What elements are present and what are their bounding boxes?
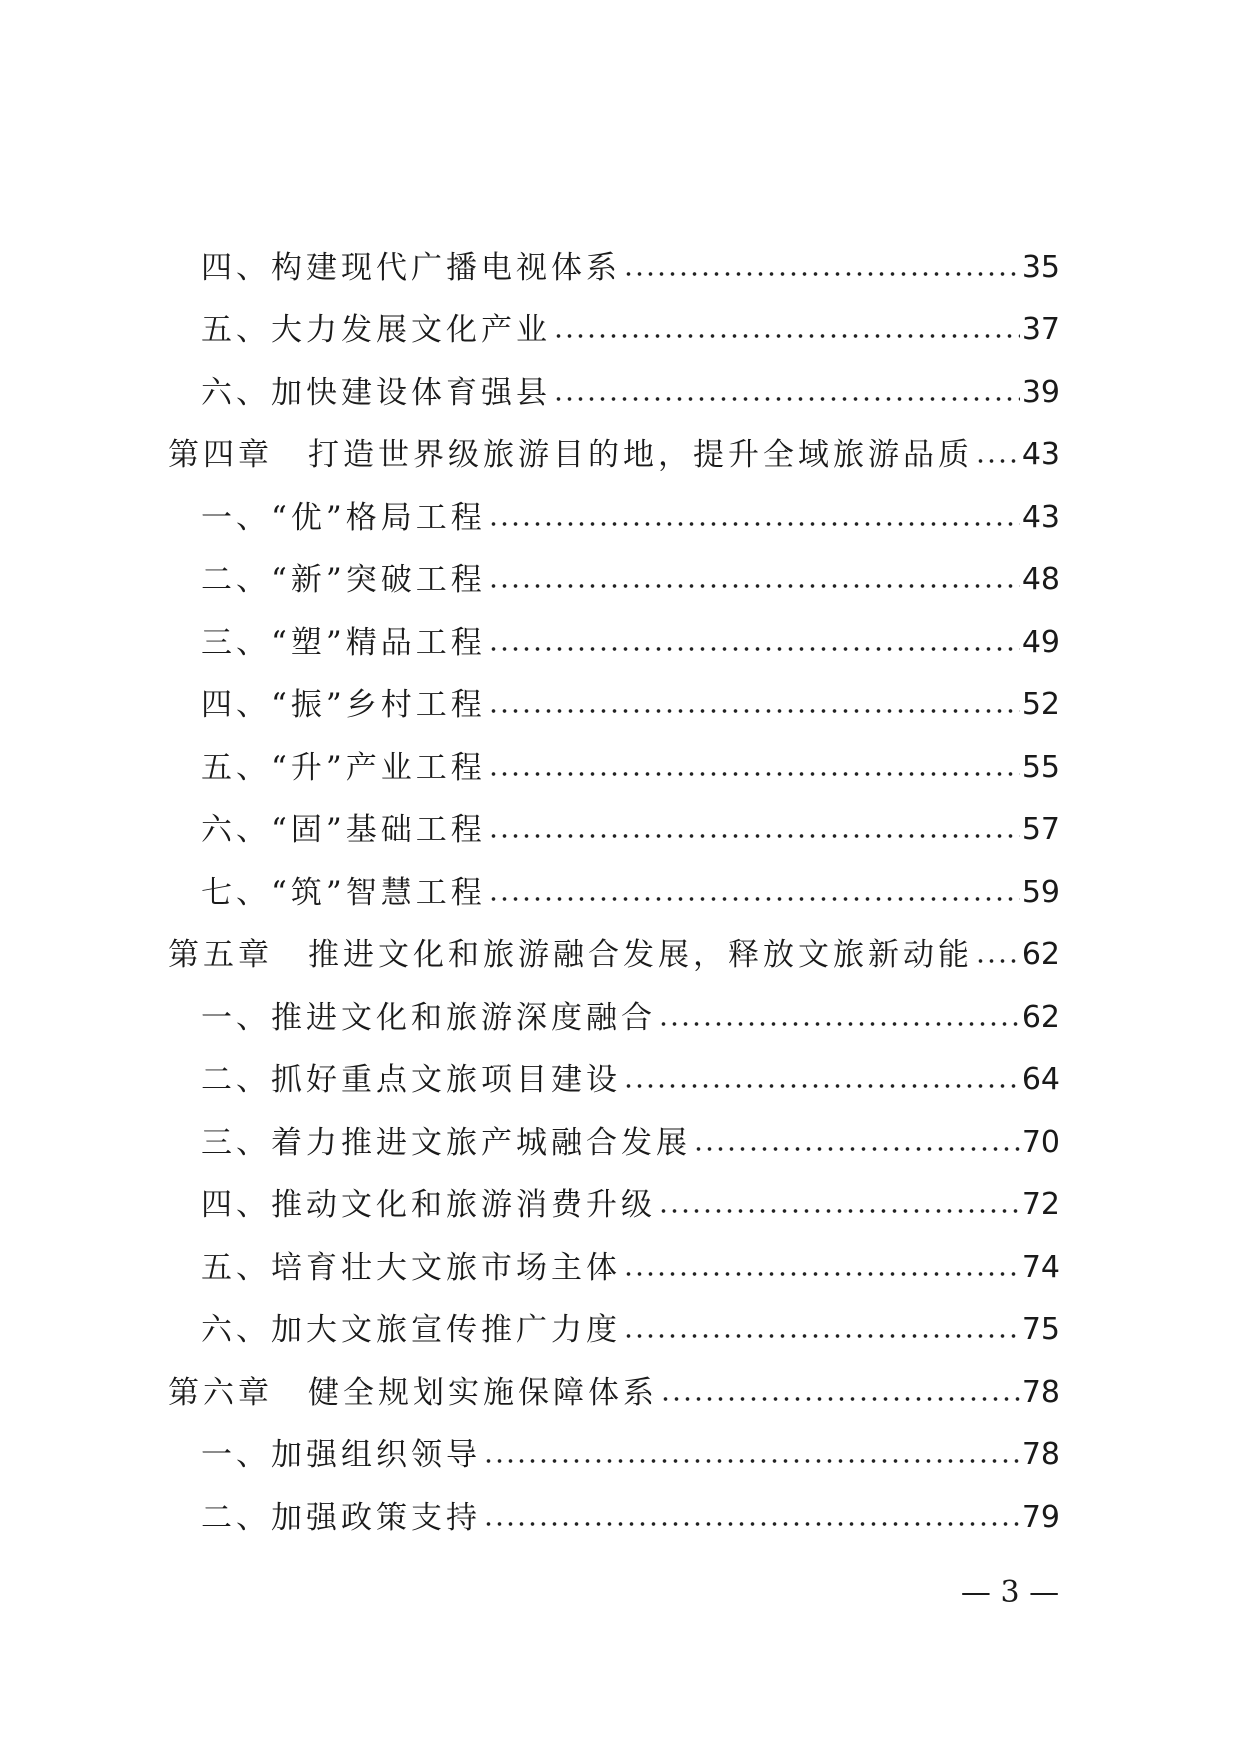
toc-section-entry: [168, 788, 1060, 851]
toc-dot-leader: [623, 1269, 1020, 1279]
toc-entry-title: 二、“新”突破工程: [201, 562, 486, 598]
toc-entry-title: 一、推进文化和旅游深度融合: [201, 999, 656, 1036]
toc-entry-page: 74: [1021, 1249, 1060, 1285]
toc-entry-page: 35: [1021, 249, 1060, 285]
toc-entry-title: 三、“塑”精品工程: [201, 624, 486, 661]
toc-dot-leader: [693, 1144, 1020, 1154]
toc-dot-leader: [488, 894, 1020, 904]
toc-dot-leader: [488, 831, 1020, 841]
toc-entry-title: 六、加大文旅宣传推广力度: [201, 1312, 621, 1348]
toc-entry-title: 一、加强组织领导: [201, 1437, 481, 1473]
toc-section-entry: [168, 225, 1060, 288]
toc-section-entry: [168, 1100, 1060, 1163]
toc-entry-page: 37: [1021, 312, 1060, 347]
toc-dot-leader: [553, 331, 1020, 341]
toc-entry-title: 第六章 健全规划实施保障体系: [168, 1374, 658, 1411]
toc-entry-title: 四、构建现代广播电视体系: [201, 249, 621, 286]
toc-dot-leader: [658, 1206, 1020, 1216]
toc-dot-leader: [975, 456, 1020, 466]
toc-entry-title: 五、大力发展文化产业: [201, 312, 551, 348]
toc-dot-leader: [483, 1456, 1020, 1466]
toc-section-entry: [168, 1163, 1060, 1226]
toc-entry-page: 72: [1021, 1187, 1060, 1222]
toc-dot-leader: [488, 706, 1020, 716]
toc-dot-leader: [488, 519, 1020, 529]
toc-entry-title: 五、“升”产业工程: [201, 749, 486, 786]
toc-dot-leader: [660, 1394, 1020, 1404]
toc-entry-page: 70: [1021, 1124, 1060, 1160]
toc-dot-leader: [483, 1519, 1020, 1529]
toc-dot-leader: [975, 956, 1020, 966]
toc-entry-title: 六、“固”基础工程: [201, 812, 486, 848]
toc-dot-leader: [623, 1081, 1020, 1091]
toc-section-entry: [168, 663, 1060, 726]
toc-dot-leader: [488, 581, 1020, 591]
toc-section-entry: [168, 538, 1060, 601]
toc-entry-page: 55: [1021, 749, 1060, 785]
toc-section-entry: [168, 475, 1060, 538]
toc-dot-leader: [623, 269, 1020, 279]
toc-dot-leader: [488, 769, 1020, 779]
toc-dot-leader: [623, 1331, 1020, 1341]
toc-entry-page: 48: [1021, 562, 1060, 597]
toc-entry-title: 二、抓好重点文旅项目建设: [201, 1062, 621, 1098]
toc-chapter-entry: [168, 913, 1060, 976]
toc-entry-title: 第五章 推进文化和旅游融合发展，释放文旅新动能: [168, 937, 973, 973]
toc-entry-page: 62: [1021, 937, 1060, 972]
toc-entry-title: 四、“振”乡村工程: [201, 687, 486, 723]
toc-entry-title: 三、着力推进文旅产城融合发展: [201, 1124, 691, 1161]
toc-entry-page: 78: [1021, 1437, 1060, 1472]
toc-dot-leader: [658, 1019, 1020, 1029]
toc-section-entry: [168, 1038, 1060, 1101]
toc-entry-page: 43: [1021, 499, 1060, 535]
toc-entry-page: 39: [1021, 374, 1060, 410]
toc-entry-title: 六、加快建设体育强县: [201, 374, 551, 411]
toc-entry-title: 四、推动文化和旅游消费升级: [201, 1187, 656, 1223]
toc-chapter-entry: [168, 413, 1060, 476]
toc-section-entry: [168, 600, 1060, 663]
toc-entry-page: 79: [1021, 1499, 1060, 1535]
toc-entry-page: 57: [1021, 812, 1060, 847]
page-number: — 3 —: [960, 1575, 1060, 1610]
toc-entry-title: 一、“优”格局工程: [201, 499, 486, 536]
toc-entry-page: 75: [1021, 1312, 1060, 1347]
toc-entry-title: 五、培育壮大文旅市场主体: [201, 1249, 621, 1286]
toc-dot-leader: [553, 394, 1020, 404]
toc-section-entry: [168, 850, 1060, 913]
toc-section-entry: [168, 350, 1060, 413]
toc-section-entry: [168, 288, 1060, 351]
toc-chapter-entry: [168, 1350, 1060, 1413]
toc-entry-page: 49: [1021, 624, 1060, 660]
toc-entry-page: 43: [1021, 437, 1060, 472]
toc-section-entry: [168, 1475, 1060, 1538]
toc-entry-title: 第四章 打造世界级旅游目的地，提升全域旅游品质: [168, 437, 973, 473]
toc-entry-page: 62: [1021, 999, 1060, 1035]
toc-section-entry: [168, 725, 1060, 788]
toc-entry-page: 64: [1021, 1062, 1060, 1097]
toc-section-entry: [168, 1288, 1060, 1351]
toc-entry-page: 78: [1021, 1374, 1060, 1410]
toc-entry-page: 59: [1021, 874, 1060, 910]
toc-entry-title: 二、加强政策支持: [201, 1499, 481, 1536]
toc-section-entry: [168, 1413, 1060, 1476]
toc-section-entry: [168, 975, 1060, 1038]
toc-entry-page: 52: [1021, 687, 1060, 722]
toc-entry-title: 七、“筑”智慧工程: [201, 874, 486, 911]
table-of-contents: [168, 225, 1060, 1538]
toc-section-entry: [168, 1225, 1060, 1288]
toc-dot-leader: [488, 644, 1020, 654]
